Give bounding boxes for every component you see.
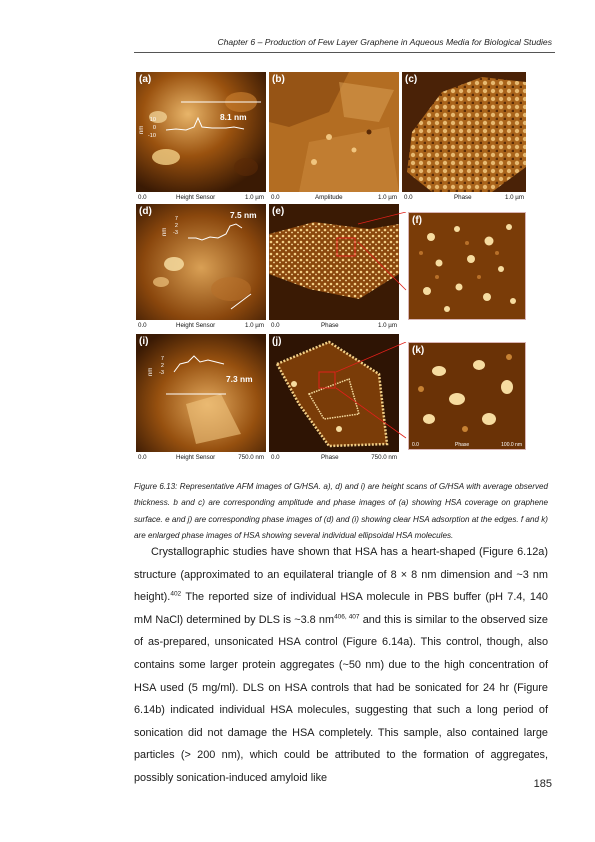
panel-a-label: (a) — [139, 74, 152, 85]
panel-i — [136, 334, 266, 452]
panel-k — [408, 342, 526, 450]
zoom-connector-j-k — [334, 342, 414, 442]
panel-a-caption: 0.0 Height Sensor 1.0 µm — [138, 194, 264, 201]
panel-c-label: (c) — [405, 74, 418, 85]
panel-f-image — [409, 213, 525, 319]
panel-i-image — [136, 334, 266, 452]
figure-caption-text: Representative AFM images of G/HSA. a), d) and i) are height scans of G/HSA with average observed thickness. b and c) are corresponding amplitude and phase images of (a) showing HSA coverage on graphene surface. e and j) are corresponding phase images of (d) and (i) showing clear HSA adsorption at the edges. f and k) are enlarged phase images of HSA showing several individual ellipsoidal HSA molecules. — [134, 482, 548, 541]
panel-i-thickness: 7.3 nm — [226, 374, 253, 384]
panel-d-tick-1: 7 — [174, 216, 178, 222]
panel-b-caption: 0.0 Amplitude 1.0 µm — [271, 194, 397, 201]
panel-c — [402, 72, 526, 192]
panel-d-tick-2: 2 — [174, 223, 178, 229]
citation-406-407: 406, 407 — [334, 613, 360, 621]
afm-figure — [136, 72, 526, 465]
panel-d-caption: 0.0 Height Sensor 1.0 µm — [138, 322, 264, 329]
panel-i-caption: 0.0 Height Sensor 750.0 nm — [138, 454, 264, 461]
panel-k-caption-right: 100.0 nm — [501, 442, 522, 448]
figure-caption-label: Figure 6.13: — [134, 482, 178, 491]
panel-d-image — [136, 204, 266, 320]
panel-a-axis-unit: nm — [139, 125, 145, 134]
panel-k-caption-mid: Phase — [455, 442, 470, 448]
page-number: 185 — [533, 778, 552, 790]
panel-f — [408, 212, 526, 320]
panel-b-image — [269, 72, 399, 192]
panel-e-label: (e) — [272, 206, 285, 217]
panel-i-label: (i) — [139, 336, 149, 347]
panel-a-thickness: 8.1 nm — [220, 112, 247, 122]
panel-d — [136, 204, 266, 320]
panel-k-caption-left: 0.0 — [412, 442, 419, 448]
paragraph: Crystallographic studies have shown that HSA has a heart-shaped (Figure 6.12a) structure (approximated to an equilateral triangle of 8 × 8 nm dimension and ~3 nm height).$^{402}$ The reported size of individual HSA molecule in PBS buffer (pH 7.4, 140 mM NaCl) determined by DLS is ~3.8 nm$^{406, 407}$ and this is similar to the observed size of as-prepared, unsonicated HSA control (Figure 6.14a). This control, though, also contains some larger protein aggregates (~50 nm) due to the high concentration of HSA used (5 mg/ml). DLS on HSA controls that had be sonicated for 24 hr (Figure 6.14b) indicated individual HSA molecules, suggesting that such a long period of sonication did not damage the HSA completely. This sample, also contained large particles (> 200 nm), which could be attributed to the formation of aggregates, possibly sonication-induced amyloid like — [134, 546, 548, 784]
panel-i-tick-2: 2 — [160, 363, 164, 369]
panel-d-tick-3: -3 — [173, 230, 178, 236]
citation-402: 402 — [170, 590, 182, 598]
running-header: Chapter 6 – Production of Few Layer Graphene in Aqueous Media for Biological Studies — [217, 37, 552, 47]
panel-a-tick-2: 0 — [152, 125, 156, 131]
panel-a-tick-3: -10 — [147, 133, 156, 139]
body-text — [134, 541, 548, 790]
panel-k-label: (k) — [412, 345, 425, 356]
panel-i-tick-3: -3 — [159, 370, 164, 376]
zoom-connector-e-f — [354, 212, 414, 292]
panel-d-label: (d) — [139, 206, 152, 217]
figure-caption — [134, 479, 548, 545]
panel-a-image — [136, 72, 266, 192]
panel-j-label: (j) — [272, 336, 282, 347]
panel-c-image — [402, 72, 526, 192]
panel-a-tick-1: 10 — [149, 117, 156, 123]
panel-e-caption: 0.0 Phase 1.0 µm — [271, 322, 397, 329]
panel-j-caption: 0.0 Phase 750.0 nm — [271, 454, 397, 461]
panel-f-label: (f) — [412, 215, 422, 226]
header-rule — [134, 52, 555, 53]
panel-d-thickness: 7.5 nm — [230, 210, 257, 220]
panel-d-axis-unit: nm — [162, 227, 168, 236]
panel-a — [136, 72, 266, 192]
panel-i-axis-unit: nm — [148, 367, 154, 376]
panel-k-image — [409, 343, 525, 449]
panel-b-label: (b) — [272, 74, 285, 85]
panel-c-caption: 0.0 Phase 1.0 µm — [404, 194, 524, 201]
panel-b — [269, 72, 399, 192]
panel-i-tick-1: 7 — [160, 356, 164, 362]
